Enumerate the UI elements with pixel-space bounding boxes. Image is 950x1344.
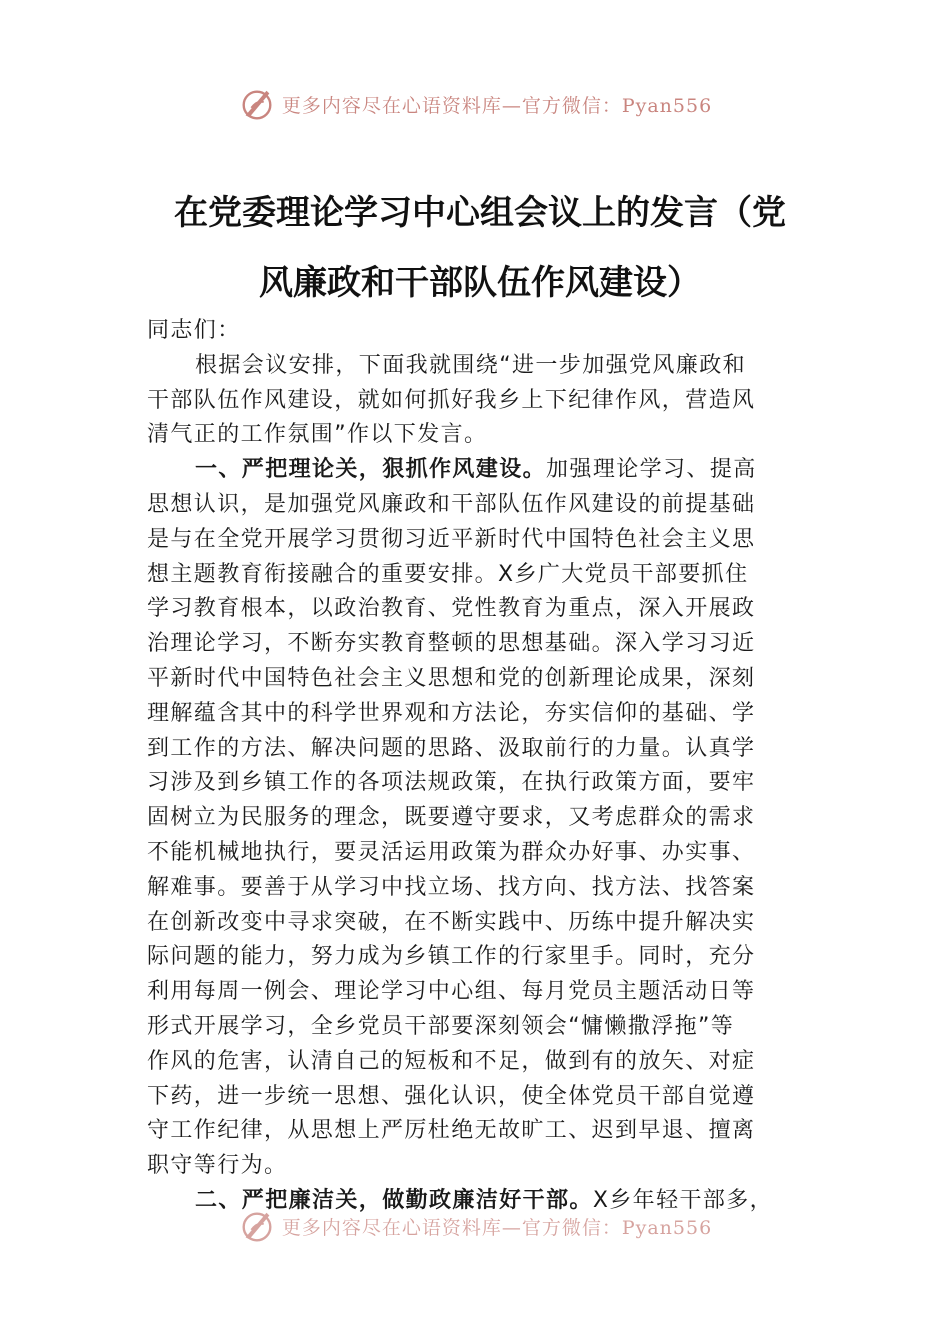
body-text: 思想认识，是加强党风廉政和干部队伍作风建设的前提基础	[147, 491, 756, 517]
body-text: 利用每周一例会、理论学习中心组、每月党员主题活动日等	[147, 979, 756, 1005]
body-line	[147, 488, 805, 523]
body-text: 解难事。要善于从学习中找立场、找方向、找方法、找答案	[147, 874, 756, 900]
body-text: 加强理论学习、提高	[546, 457, 757, 483]
body-line	[147, 523, 805, 558]
body-line	[147, 349, 805, 384]
body-line	[147, 592, 805, 627]
watermark-text: 更多内容尽在心语资料库—官方微信：Pyan556	[281, 94, 713, 117]
body-line	[147, 940, 805, 975]
body-line	[147, 1045, 805, 1080]
title-line-2: 风廉政和干部队伍作风建设）	[259, 263, 701, 303]
body-text: 守工作纪律，从思想上严厉杜绝无故旷工、迟到早退、擅离	[147, 1118, 756, 1144]
watermark-header	[0, 84, 950, 124]
body-text: 不能机械地执行，要灵活运用政策为群众办好事、办实事、	[147, 839, 756, 865]
body-line	[147, 1010, 805, 1045]
body-line	[147, 766, 805, 801]
body-line	[147, 906, 805, 941]
watermark-footer	[0, 1206, 950, 1246]
body-text: 治理论学习，不断夯实教育整顿的思想基础。深入学习习近	[147, 631, 756, 657]
body-line	[147, 418, 805, 453]
body-text: 际问题的能力，努力成为乡镇工作的行家里手。同时，充分	[147, 944, 756, 970]
body-line	[147, 1080, 805, 1115]
body-text: 理解蕴含其中的科学世界观和方法论，夯实信仰的基础、学	[147, 700, 756, 726]
body-line	[147, 627, 805, 662]
body-text: 平新时代中国特色社会主义思想和党的创新理论成果，深刻	[147, 665, 756, 691]
body-text: 在创新改变中寻求突破，在不断实践中、历练中提升解决实	[147, 909, 756, 935]
body-text: 清气正的工作氛围”作以下发言。	[147, 422, 488, 448]
body-text: 形式开展学习，全乡党员干部要深刻领会“慵懒撒浮拖”等	[147, 1013, 735, 1039]
section-heading: 一、严把理论关，狠抓作风建设。	[195, 457, 547, 483]
body-line	[147, 1149, 805, 1184]
body-text: 到工作的方法、解决问题的思路、汲取前行的力量。认真学	[147, 735, 756, 761]
body-line	[147, 453, 805, 488]
body-text: 根据会议安排，下面我就围绕“进一步加强党风廉政和	[195, 352, 746, 378]
body-line	[147, 314, 805, 349]
watermark-text: 更多内容尽在心语资料库—官方微信：Pyan556	[281, 1216, 713, 1239]
body-text: 作风的危害，认清自己的短板和不足，做到有的放矢、对症	[147, 1048, 756, 1074]
body-text: 想主题教育衔接融合的重要安排。X乡广大党员干部要抓住	[147, 561, 749, 587]
document-title	[140, 178, 820, 318]
body-text: 干部队伍作风建设，就如何抓好我乡上下纪律作风，营造风	[147, 387, 756, 413]
title-line-1: 在党委理论学习中心组会议上的发言（党	[174, 193, 786, 233]
body-line	[147, 697, 805, 732]
body-line	[147, 384, 805, 419]
quill-seal-icon	[238, 1207, 276, 1245]
body-line	[147, 975, 805, 1010]
document-body	[147, 314, 805, 1219]
body-text: 职守等行为。	[147, 1153, 288, 1179]
body-line	[147, 662, 805, 697]
body-text: 固树立为民服务的理念，既要遵守要求，又考虑群众的需求	[147, 805, 756, 831]
section-heading: 二、严把廉洁关，做勤政廉洁好干部。	[195, 1187, 593, 1213]
body-line	[147, 558, 805, 593]
body-text: 学习教育根本，以政治教育、党性教育为重点，深入开展政	[147, 596, 756, 622]
body-line	[147, 836, 805, 871]
quill-seal-icon	[238, 85, 276, 123]
body-text: 同志们：	[147, 318, 241, 343]
body-text: 习涉及到乡镇工作的各项法规政策，在执行政策方面，要牢	[147, 770, 756, 796]
body-text: 下药，进一步统一思想、强化认识，使全体党员干部自觉遵	[147, 1083, 756, 1109]
body-text: 是与在全党开展学习贯彻习近平新时代中国特色社会主义思	[147, 526, 756, 552]
body-line	[147, 1114, 805, 1149]
body-line	[147, 801, 805, 836]
body-line	[147, 732, 805, 767]
body-text: X乡年轻干部多，	[592, 1187, 774, 1213]
body-line	[147, 871, 805, 906]
